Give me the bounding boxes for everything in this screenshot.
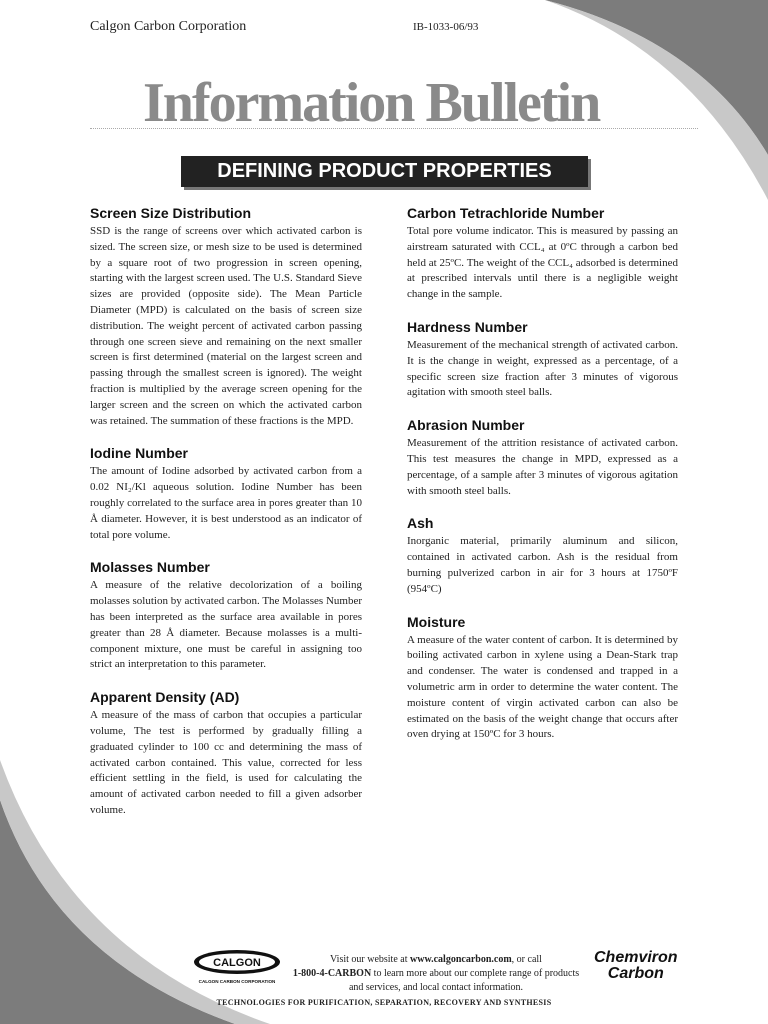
section-body: The amount of Iodine adsorbed by activated carbon from a 0.02 NI₂/Kl aqueous solution. Iodine Number has been roughly correlated to the surface area in pores greater than 10 Å diameter. However, it is best understood as an indicator of total pore volume. <box>90 465 362 541</box>
section-screen-size <box>90 204 362 429</box>
section-heading: Screen Size Distribution <box>90 205 252 221</box>
section-banner: DEFINING PRODUCT PROPERTIES <box>181 156 588 187</box>
document-id: IB-1033-06/93 <box>413 21 479 33</box>
page-title: Information Bulletin <box>143 72 600 134</box>
section-body: A measure of the relative decolorization of a boiling molasses solution by activated carbon. The Molasses Number has been interpreted as the surface area available in pores greater than 28 Å diameter. Because molasses is a multi-component mixture, one must be careful in assigning too strict an interpretation to this parameter. <box>90 579 362 671</box>
section-molasses <box>90 558 362 673</box>
calgon-logo-text: CALGON <box>213 957 261 969</box>
section-body: Total pore volume indicator. This is measured by passing an airstream saturated with CCL₄ at 0ºC through a carbon bed held at 25ºC. The weight of the CCL₄ adsorbed is determined at prescribed intervals until there is a negligible weight change in the sample. <box>407 225 678 301</box>
section-body: Measurement of the attrition resistance of activated carbon. This test measures the change in MPD, expressed as a percentage, of a sample after 3 minutes of vigorous agitation with smooth steel balls. <box>407 437 678 497</box>
footer-text-mid: , or call <box>511 954 542 965</box>
company-name: Calgon Carbon Corporation <box>90 19 247 34</box>
section-moisture <box>407 613 678 744</box>
section-apparent-density <box>90 688 362 819</box>
section-heading: Abrasion Number <box>407 417 525 434</box>
chemviron-logo-line1: Chemviron <box>594 949 678 966</box>
footer-text-prefix: Visit our website at <box>330 954 410 965</box>
section-heading: Hardness Number <box>407 318 528 335</box>
footer-tagline: TECHNOLOGIES FOR PURIFICATION, SEPARATION, RECOVERY AND SYNTHESIS <box>216 998 552 1007</box>
section-hardness <box>407 318 678 401</box>
footer-contact-text <box>290 953 582 995</box>
section-iodine <box>90 444 362 543</box>
section-heading: Ash <box>407 515 434 532</box>
right-column <box>407 204 678 758</box>
footer-text-suffix: to learn more about our complete range of products and services, and local contact information. <box>348 968 580 993</box>
left-column <box>90 204 362 834</box>
section-body: Inorganic material, primarily aluminum and silicon, contained in activated carbon. Ash is the residual from burning pulverized carbon in air for 3 hours at 1750ºF (954ºC) <box>407 535 678 595</box>
section-carbon-tetrachloride <box>407 204 678 303</box>
section-ash <box>407 514 678 597</box>
section-body: A measure of the mass of carbon that occupies a particular volume, The test is performed by gradually filling a graduated cylinder to 100 cc and determining the mass of activated carbon contained. This value, corrected for less efficient settling in the field, is used for calculating the amount of activated carbon needed to fill a given adsorber volume. <box>90 709 362 816</box>
footer-website-link[interactable]: www.calgoncarbon.com <box>410 954 512 965</box>
section-heading: Carbon Tetrachloride Number <box>407 205 605 221</box>
chemviron-logo-line2: Carbon <box>607 965 664 982</box>
title-divider <box>90 128 698 129</box>
calgon-logo-subtext: CALGON CARBON CORPORATION <box>198 979 276 984</box>
footer-phone: 1-800-4-CARBON <box>292 968 372 979</box>
section-heading: Moisture <box>407 613 466 630</box>
section-body: SSD is the range of screens over which activated carbon is sized. The screen size, or mesh size to be used is determined by a square root of two progression in screen opening, starting with the largest screen used. The U.S. Standard Sieve sizes are provided (opposite side). The Mean Particle Diameter (MPD) is calculated on the basis of screen size distribution. The weight percent of activated carbon passing through one screen sieve and remaining on the next smaller screen is first determined (material on the largest screen and passing through the smallest screen is ignored). The weight fraction is multiplied by the average screen opening for the larger screen and the screen on which the activated carbon was retained. The summation of these fractions is the MPD. <box>90 225 362 427</box>
calgon-logo <box>192 948 282 988</box>
section-heading: Apparent Density (AD) <box>90 689 240 706</box>
section-heading: Iodine Number <box>90 445 189 462</box>
section-heading: Molasses Number <box>90 559 210 576</box>
section-abrasion <box>407 416 678 499</box>
section-body: A measure of the water content of carbon. It is determined by boiling activated carbon in xylene using a Dean-Stark trap and condenser. The water is condensed and trapped in a volumetric arm in order to determine the water content. The moisture content of virgin activated carbon can also be estimated on the basis of the weight change that occurs after oven drying at 150ºC for 3 hours. <box>407 633 678 741</box>
chemviron-carbon-logo <box>594 950 678 982</box>
section-body: Measurement of the mechanical strength of activated carbon. It is the change in weight, expressed as a percentage, of a specific screen size fraction after 3 minutes of vigorous agitation with smooth steel balls. <box>407 338 678 399</box>
